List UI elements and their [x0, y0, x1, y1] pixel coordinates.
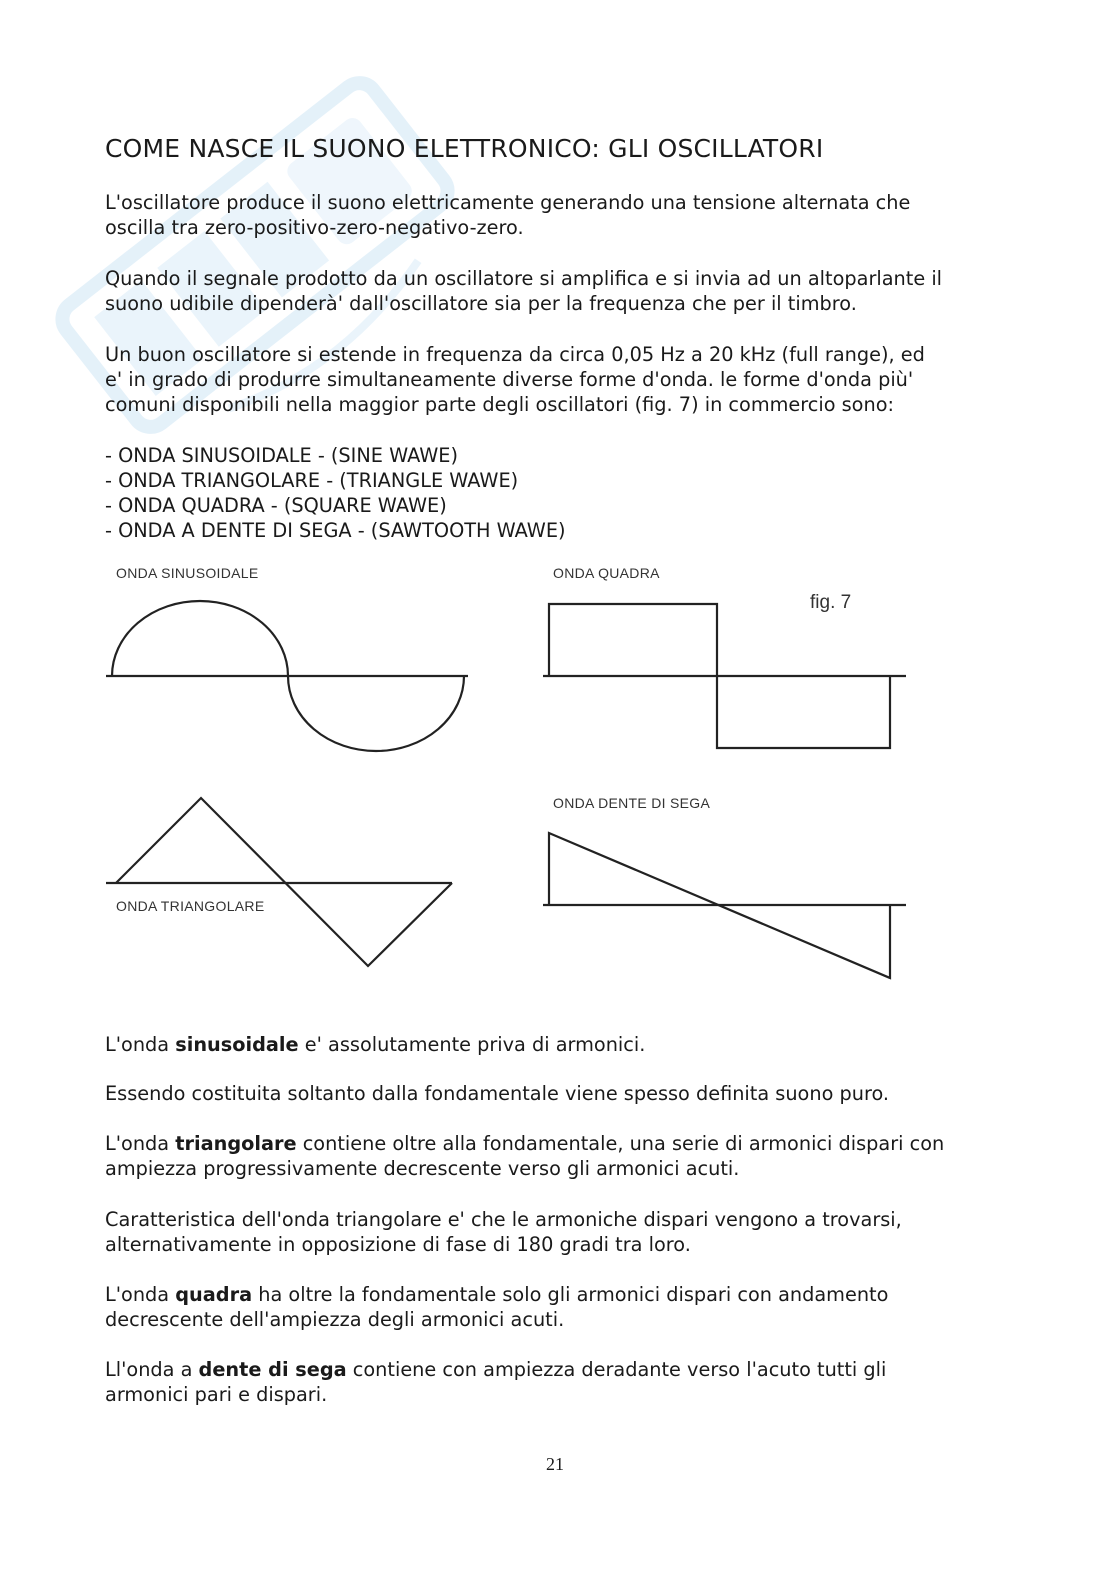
bold-term: sinusoidale — [175, 1033, 299, 1056]
text-line: Quando il segnale prodotto da un oscillatore si amplifica e si invia ad un altoparlante il — [105, 267, 943, 290]
text-line: Un buon oscillatore si estende in frequenza da circa 0,05 Hz a 20 kHz (full range), ed — [105, 343, 925, 366]
triangle-label: ONDA TRIANGOLARE — [116, 898, 265, 914]
triangle-phase-paragraph — [105, 1207, 902, 1257]
page-number: 21 — [546, 1454, 564, 1474]
list-item: - ONDA A DENTE DI SEGA - (SAWTOOTH WAWE) — [105, 519, 566, 542]
bold-term: triangolare — [175, 1132, 297, 1155]
text-run: contiene oltre alla fondamentale, una serie di armonici dispari con — [296, 1132, 945, 1155]
text-line: decrescente dell'ampiezza degli armonici acuti. — [105, 1308, 565, 1331]
list-item: - ONDA TRIANGOLARE - (TRIANGLE WAWE) — [105, 469, 519, 492]
page-title: COME NASCE IL SUONO ELETTRONICO: GLI OSCILLATORI — [105, 134, 824, 163]
text-line: suono udibile dipenderà' dall'oscillatore sia per la frequenza che per il timbro. — [105, 292, 857, 315]
waveforms-figure — [100, 555, 920, 995]
text-run: L'onda — [105, 1283, 176, 1306]
text-line: oscilla tra zero-positivo-zero-negativo-zero. — [105, 216, 524, 239]
bold-term: quadra — [175, 1283, 253, 1306]
text-line: armonici pari e dispari. — [105, 1383, 328, 1406]
text-run: Ll'onda a — [105, 1358, 199, 1381]
bold-term: dente di sega — [198, 1358, 347, 1381]
list-item: - ONDA QUADRA - (SQUARE WAWE) — [105, 494, 447, 517]
amplification-paragraph — [105, 266, 942, 316]
text-line: Caratteristica dell'onda triangolare e' che le armoniche dispari vengono a trovarsi, — [105, 1208, 902, 1231]
square-label: ONDA QUADRA — [553, 565, 660, 581]
pure-sound-paragraph: Essendo costituita soltanto dalla fondamentale viene spesso definita suono puro. — [105, 1082, 890, 1105]
sawtooth-paragraph — [105, 1357, 886, 1407]
text-line: ampiezza progressivamente decrescente verso gli armonici acuti. — [105, 1157, 740, 1180]
text-line: e' in grado di produrre simultaneamente diverse forme d'onda. le forme d'onda più' — [105, 368, 914, 391]
sawtooth-label: ONDA DENTE DI SEGA — [553, 795, 711, 811]
wave-type-list — [105, 443, 566, 543]
sine-label: ONDA SINUSOIDALE — [116, 565, 259, 581]
frequency-paragraph — [105, 342, 925, 417]
text-run: e' assolutamente priva di armonici. — [298, 1033, 646, 1056]
square-paragraph — [105, 1282, 888, 1332]
sine-paragraph — [105, 1032, 645, 1057]
text-line: comuni disponibili nella maggior parte degli oscillatori (fig. 7) in commercio sono: — [105, 393, 894, 416]
triangle-paragraph — [105, 1131, 944, 1181]
figure-number: fig. 7 — [810, 592, 852, 613]
text-run: contiene con ampiezza deradante verso l'acuto tutti gli — [346, 1358, 887, 1381]
text-run: L'onda — [105, 1132, 176, 1155]
text-run: ha oltre la fondamentale solo gli armonici dispari con andamento — [252, 1283, 889, 1306]
intro-paragraph — [105, 190, 910, 240]
text-run: L'onda — [105, 1033, 176, 1056]
list-item: - ONDA SINUSOIDALE - (SINE WAWE) — [105, 444, 459, 467]
text-line: alternativamente in opposizione di fase di 180 gradi tra loro. — [105, 1233, 691, 1256]
text-line: L'oscillatore produce il suono elettricamente generando una tensione alternata che — [105, 191, 911, 214]
